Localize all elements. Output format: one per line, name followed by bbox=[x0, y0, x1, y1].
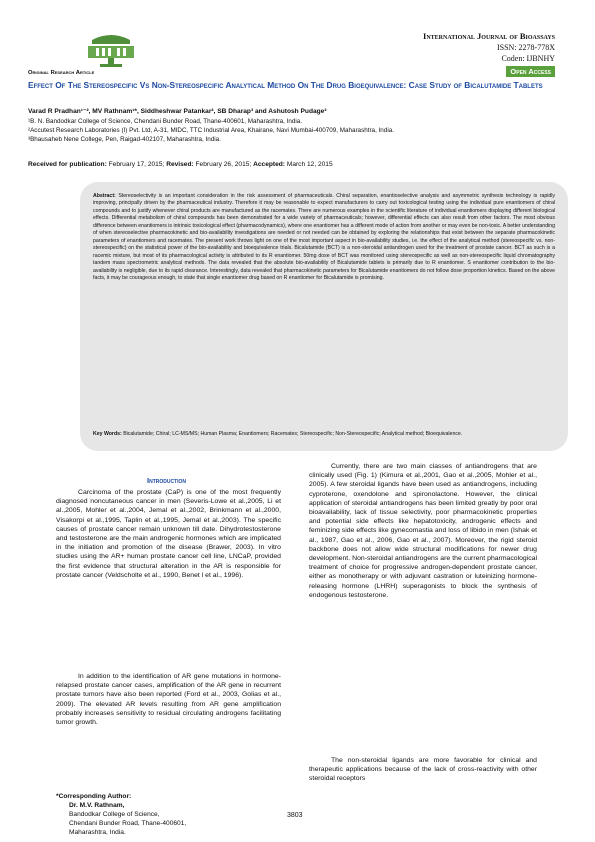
journal-name: International Journal of Bioassays bbox=[423, 31, 555, 41]
open-access-badge: Open Access bbox=[506, 66, 555, 77]
accepted-label: Accepted: bbox=[253, 161, 285, 168]
journal-coden: Coden: IJBNHY bbox=[501, 54, 555, 63]
abstract-label: Abstract: bbox=[93, 193, 116, 199]
affiliation-1: ¹B. N. Bandodkar College of Science, Chendani Bunder Road, Thane-400601, Maharashtra, India. bbox=[28, 118, 302, 125]
article-title: Effect Of The Stereospecific Vs Non-Stereospecific Analytical Method On The Drug Bioequivalence: Case Study of Bicalutamide Tablets bbox=[28, 80, 543, 90]
corresponding-author-address bbox=[56, 810, 186, 838]
authors: Varad R Pradhan¹⁻², MV Rathnam¹*, Siddheshwar Patankar², SB Dharap³ and Ashutosh Pudage² bbox=[28, 108, 327, 115]
address-line: Bandodkar College of Science, bbox=[69, 811, 160, 818]
right-column-p2 bbox=[309, 756, 537, 784]
affiliation-3: ³Bhausaheb Nene College, Pen, Raigad-402107, Maharashtra, India. bbox=[28, 136, 221, 143]
corresponding-author bbox=[56, 792, 131, 810]
revised-date: February 26, 2015; bbox=[195, 161, 252, 168]
paragraph: In addition to the identification of AR gene mutations in hormone-relapsed prostate cancer cases, amplification of the AR gene in recurrent prostate tumors have also been reported (Ford et al., 2003, Golias et al., 2009). The elevated AR levels resulting from AR gene amplification probably increases sensitivity to residual circulating androgens facilitating tumor growth. bbox=[56, 673, 281, 727]
page-number: 3803 bbox=[287, 812, 303, 819]
abstract bbox=[93, 193, 555, 282]
corresponding-author-label: *Corresponding Author: bbox=[56, 793, 132, 800]
revised-label: Revised: bbox=[166, 161, 194, 168]
section-heading-introduction: Introduction bbox=[147, 476, 187, 485]
article-type: Original Research Article bbox=[28, 70, 95, 76]
paragraph: Currently, there are two main classes of antiandrogens that are clinically used (Fig. 1) (Kimura et al.,2001, Gao et al.,2005, Mohler et al., 2005). A few steroidal ligands have been used as antiandrogens, including cyproterone, oxendolone and spironolactone. However, the clinical application of steroidal antiandrogens has been limited greatly by poor oral bioavailability, lack of tissue selectivity, poor pharmacokinetic properties and potential side effects like hepatotoxicity, androgenic effects and feminizing side effects like gynecomastia and loss of libido in men (Ishak et al., 1987, Gao et al., 2006, Gao et al., 2007). Moreover, the rigid steroid backbone does not allow wide structural modifications for newer drug development. Non-steroidal antiandrogens are the current pharmacological treatment of choice for progressive androgen-dependent prostate cancer, either as monotherapy or with adjuvant castration or luteinizing hormone-releasing hormone (LHRH) superagonists to block the synthesis of endogenous testosterone. bbox=[309, 463, 537, 599]
journal-issn: ISSN: 2278-778X bbox=[496, 43, 555, 52]
keywords bbox=[93, 431, 555, 438]
received-label: Received for publication: bbox=[28, 161, 107, 168]
corresponding-author-name: Dr. M.V. Rathnam, bbox=[69, 802, 125, 810]
paragraph: The non-steroidal ligands are more favorable for clinical and therapeutic applications because of the lack of cross-reactivity with other steroidal receptors bbox=[309, 757, 537, 783]
accepted-date: March 12, 2015 bbox=[286, 161, 333, 168]
keywords-text: Bicalutamide; Chiral; LC-MS/MS; Human Plasma; Enantiomers; Racemates; Stereospecific; Non-Stereospecific; Analytical method; Bioequivalence. bbox=[123, 431, 463, 437]
journal-header bbox=[423, 31, 555, 64]
address-line: Maharashtra, India. bbox=[69, 829, 126, 837]
address-line: Chendani Bunder Road, Thane-400601, bbox=[69, 820, 187, 828]
journal-logo bbox=[86, 30, 136, 68]
received-date: February 17, 2015; bbox=[108, 161, 165, 168]
publication-dates bbox=[28, 161, 333, 168]
affiliation-2: ²Accutest Research Laboratories (I) Pvt. Ltd, A-31, MIDC, TTC Industrial Area, Khairane, Navi Mumbai-400709, Maharashtra, India. bbox=[28, 127, 394, 134]
abstract-text: Stereoselectivity is an important consideration in the risk assessment of pharmaceuticals. Chiral separation, enantioselective analysis and asymmetric synthesis technology is rapidly improving, principally driven by the pharmaceutical industry. Therefore it may be reasonable to expect manufacturers to carry out toxicological testing using the individual pure enantiomers of chiral compounds and to justify whenever chiral products are manufactured as the racemates. There are numerous examples in the scientific literature of individual enantiomers displaying different biological effects. Differential metabolism of chiral compounds has been demonstrated for a wide variety of pharmaceuticals; however, differential effects can also result from other factors. The most obvious difference between enantiomers is intrinsic toxicological effect (pharmacodynamics), where one enantiomer has a different mode of action from another or may even be non-toxic. A better understanding of when stereoselective pharmacokinetic and bio-availability investigations are needed or not needed can be obtained by exploring the relationships that exist between the separate pharmacokinetic parameters of enantiomers and racemates. The present work throws light on one of the most important aspect in bio-availability studies, i.e. the effect of the analytical method (stereospecific vs. non-stereospecific) on the statistical power of the bio-availability and bioequivalence trials. Bicalutamide (BCT) is a non-steroidal antiandrogen used for the treatment of prostate cancer. BCT as such is a racemic mixture, but most of its pharmacological activity is attributed to its R enantiomer. 50mg dose of BCT was monitored using stereospecific as well as non-stereospecific liquid chromatography tandem mass spectrometric analytical methods. The data revealed that the absolute bio-availability of Bicalutamide tablets is primarily due to R enantiomer. S enantiomer contribution to the bio-availability is negligible, due to its rapid clearance. Interestingly, data revealed that pharmacokinetic parameters for Bicalutamide enantiomers do not follow dose proportion kinetics. Based on the above facts, it may be courageous enough, to state that single enantiomer drug based on R enantiomer for Bicalutamide is promising. bbox=[93, 193, 555, 281]
left-column-p1 bbox=[56, 488, 281, 580]
affiliations bbox=[28, 117, 573, 144]
keywords-label: Key Words: bbox=[93, 431, 122, 437]
right-column-p1 bbox=[309, 462, 537, 600]
left-column-p2 bbox=[56, 672, 281, 727]
paragraph: Carcinoma of the prostate (CaP) is one of the most frequently diagnosed noncutaneous cancer in men (Severis-Lowe et al.,2005, Li et al.,2005, Mohler et al.,2004, Jemal et al.,2002, Brinkmann et al.,2000, Visakorpi et al.,1995, Taplin et al.,1995, Jemal et al.,2003). The specific causes of prostate cancer remain unknown till date. Dihydrotestosterone and testosterone are the main androgenic hormones which are implicated in the initiation and promotion of the disease (Brawer, 2003). In vitro studies using the AR+ human prostate cancer cell line, LNCaP, provided the first evidence that structural alteration in the AR is responsible for prostate cancer (Veldscholte et al., 1990, Benet l et al., 1996). bbox=[56, 489, 281, 579]
